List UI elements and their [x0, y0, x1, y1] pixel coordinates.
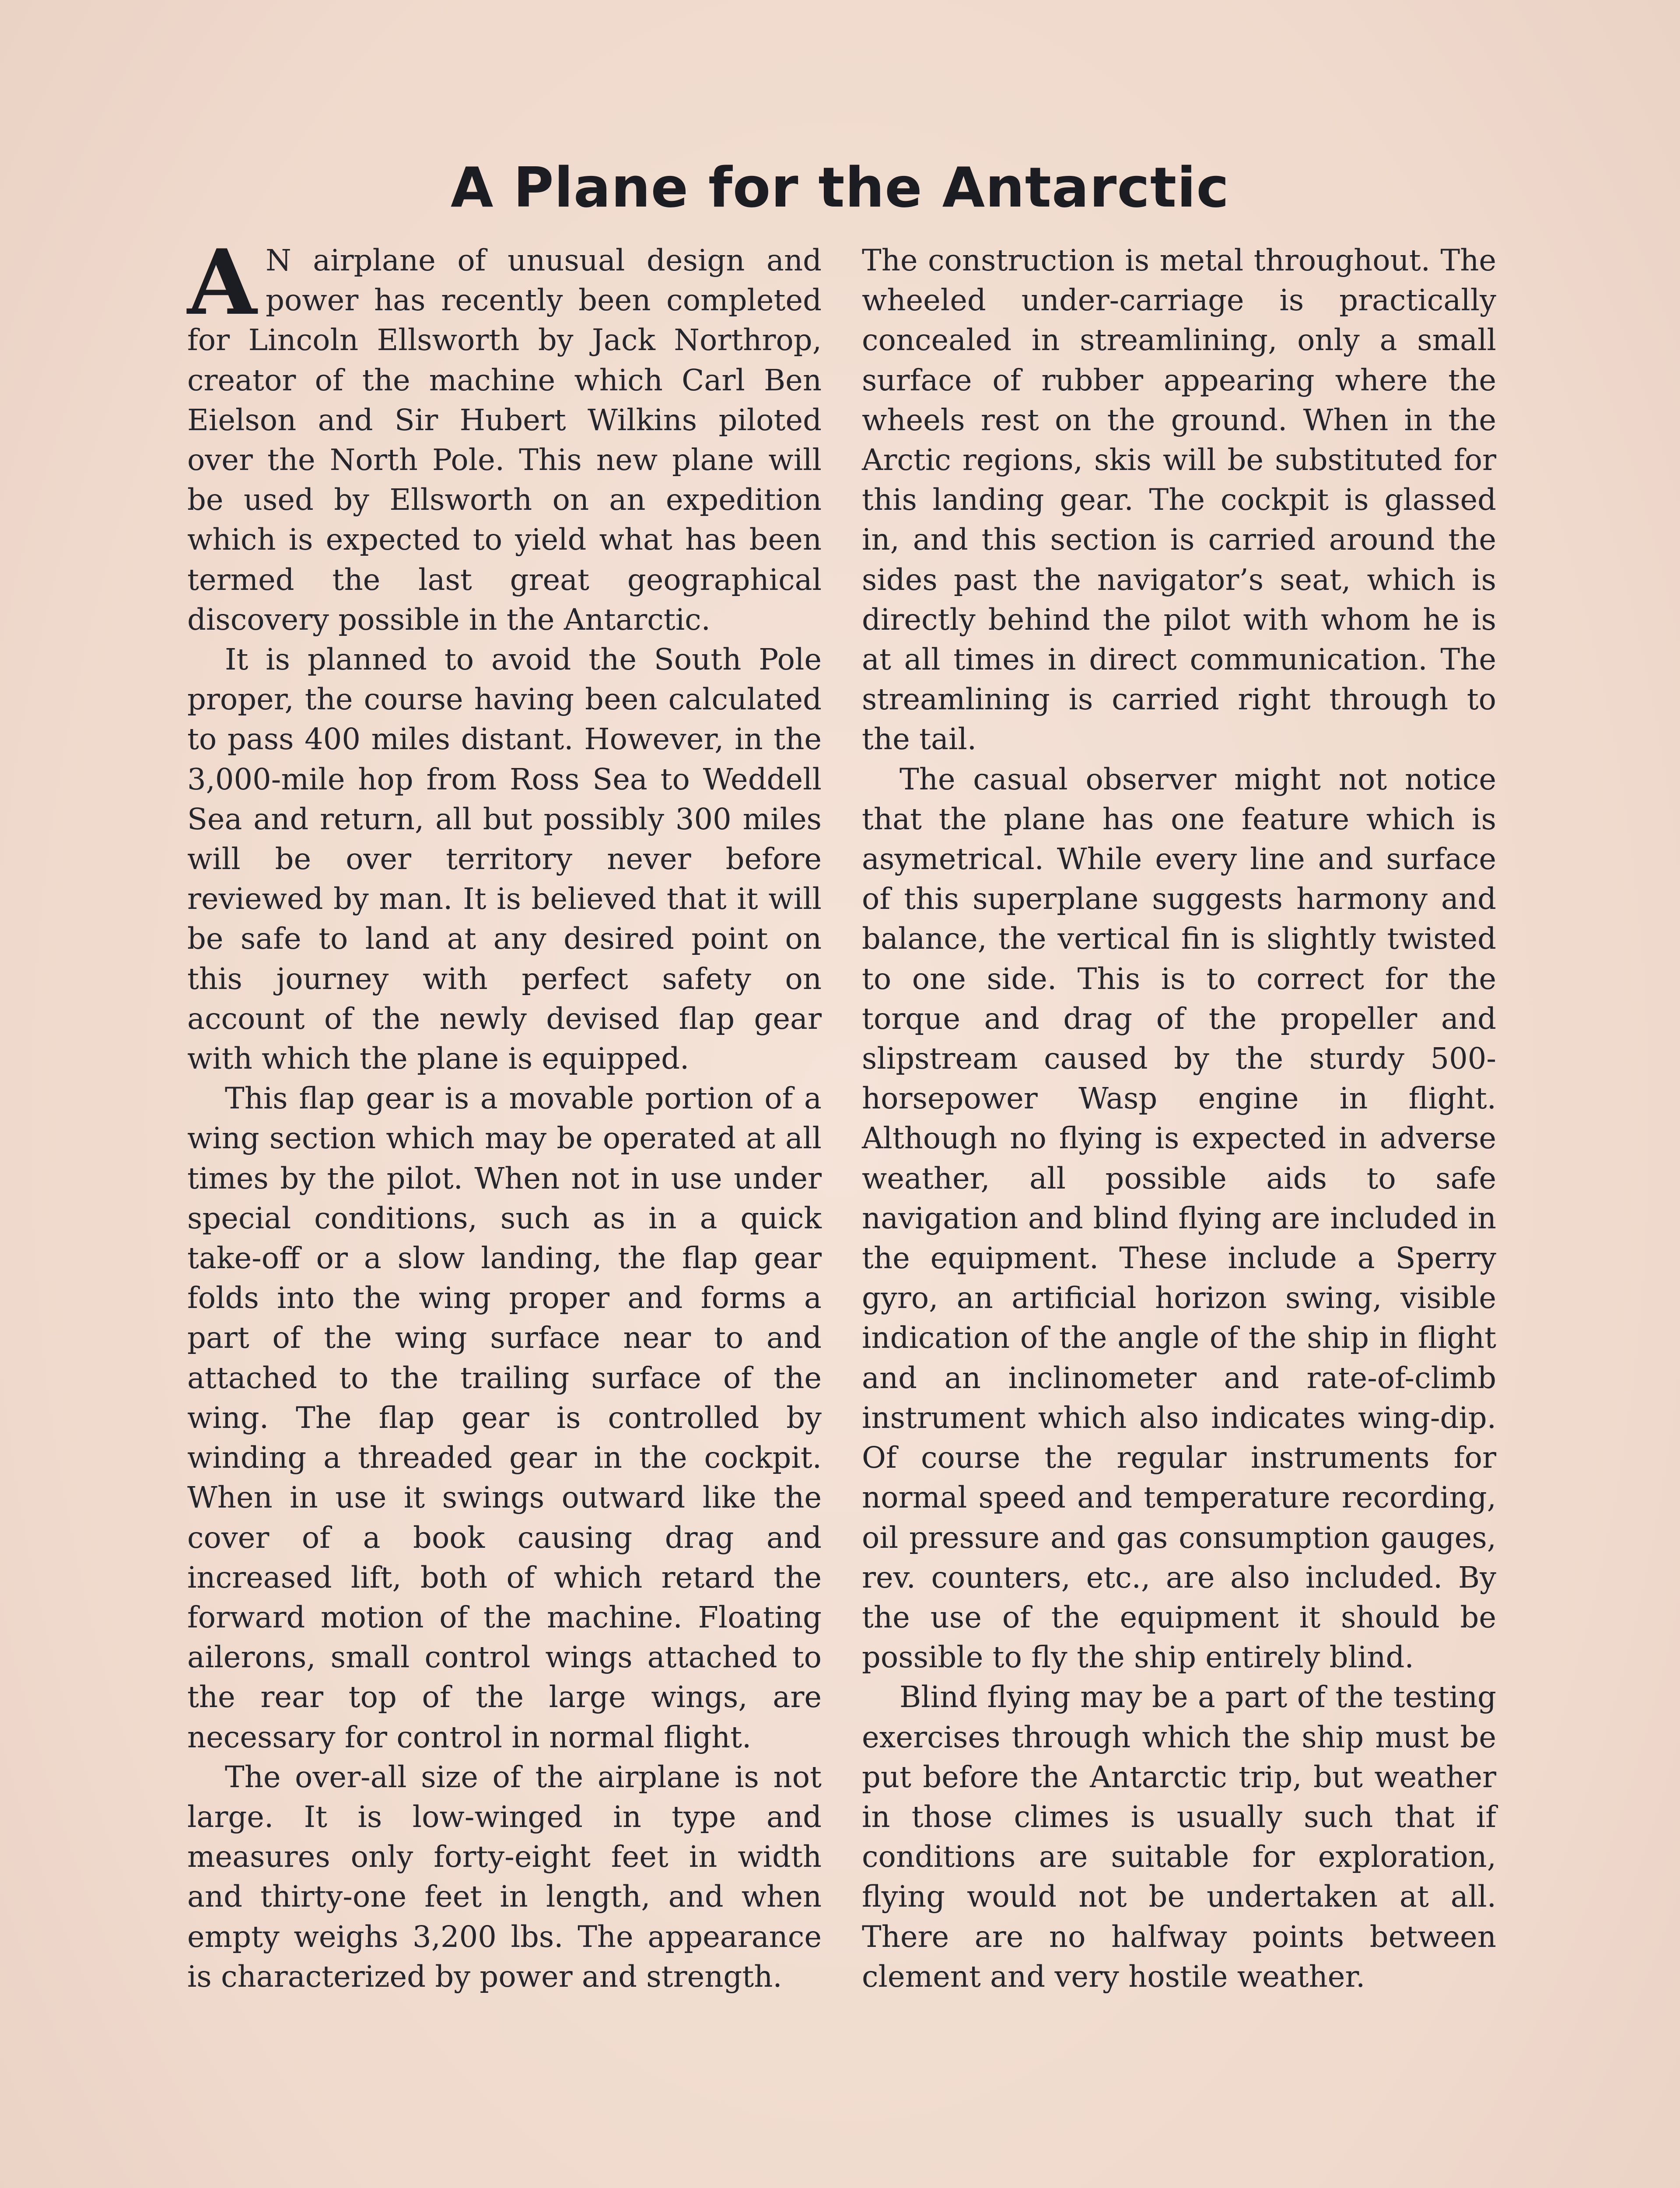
paragraph-7: Blind flying may be a part of the testing exercises through which the ship must be put before the Antarctic trip, but weather in those climes is usually such that if conditions are suitable for exploration, flying would not be undertaken at all. There are no halfway points between clement and very hostile weather. [862, 1680, 1496, 1994]
right-column [862, 241, 1496, 1997]
drop-cap: A [187, 230, 257, 335]
paragraph-4: The over-all size of the airplane is not large. It is low-winged in type and measures only forty-eight feet in width and thirty-one feet in length, and when empty weighs 3,200 lbs. The appearance is characterized by power and strength. [187, 1760, 822, 1994]
paragraph-1 [187, 230, 822, 640]
article-title: A Plane for the Antarctic [450, 155, 1230, 220]
paragraph-6: The casual observer might not notice that the plane has one feature which is asymetrical. While every line and surface of this superplane suggests harmony and balance, the vertical fin is slightly twisted to one side. This is to correct for the torque and drag of the propeller and slipstream caused by the sturdy 500-horsepower Wasp engine in flight. Although no flying is expected in adverse weather, all possible aids to safe navigation and blind flying are included in the equipment. These include a Sperry gyro, an artificial horizon swing, visible indication of the angle of the ship in flight and an inclinometer and rate-of-climb instrument which also indicates wing-dip. Of course the regular instruments for normal speed and temperature recording, oil pressure and gas consumption gauges, rev. counters, etc., are also included. By the use of the equipment it should be possible to fly the ship entirely blind. [862, 762, 1496, 1675]
paragraph-3: This flap gear is a movable portion of a wing section which may be operated at all times by the pilot. When not in use under special conditions, such as in a quick take-off or a slow landing, the flap gear folds into the wing proper and forms a part of the wing surface near to and attached to the trailing surface of the wing. The flap gear is controlled by winding a threaded gear in the cockpit. When in use it swings outward like the cover of a book causing drag and increased lift, both of which retard the forward motion of the machine. Floating ailerons, small control wings attached to the rear top of the large wings, are necessary for control in normal flight. [187, 1081, 822, 1754]
paragraph-5: The construction is metal throughout. The wheeled under-carriage is practically concealed in streamlining, only a small surface of rubber appearing where the wheels rest on the ground. When in the Arctic regions, skis will be substituted for this landing gear. The cockpit is glassed in, and this section is carried around the sides past the navigator’s seat, which is directly behind the pilot with whom he is at all times in direct communication. The streamlining is carried right through to the tail. [862, 243, 1496, 757]
paragraph-2: It is planned to avoid the South Pole proper, the course having been calculated to pass 400 miles distant. However, in the 3,000-mile hop from Ross Sea to Weddell Sea and return, all but possibly 300 miles will be over territory never before reviewed by man. It is believed that it will be safe to land at any desired point on this journey with perfect safety on account of the newly devised flap gear with which the plane is equipped. [187, 642, 822, 1076]
left-column [187, 230, 822, 1997]
paragraph-1-text: N airplane of unusual design and power has recently been completed for Lincoln Ellsworth by Jack Northrop, creator of the machine which Carl Ben Eielson and Sir Hubert Wilkins piloted over the North Pole. This new plane will be used by Ellsworth on an expedition which is expected to yield what has been termed the last great geographical discovery possible in the Antarctic. [187, 243, 822, 637]
